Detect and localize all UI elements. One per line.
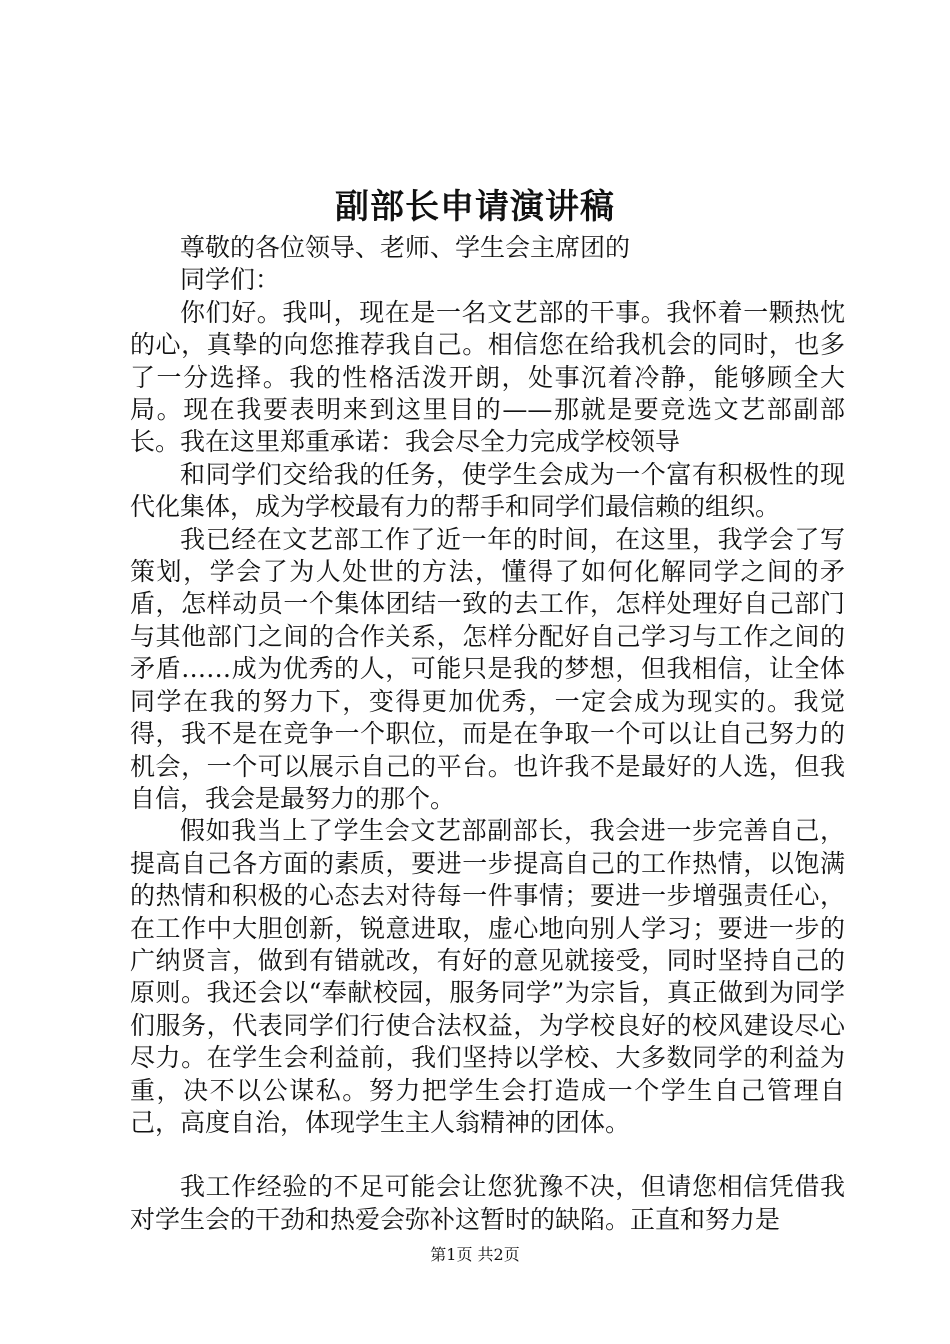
paragraph-closing: 我工作经验的不足可能会让您犹豫不决，但请您相信凭借我对学生会的干劲和热爱会弥补这暂时的缺陷。正直和努力是 [130,1172,845,1234]
paragraph-commitment: 和同学们交给我的任务，使学生会成为一个富有积极性的现代化集体，成为学校最有力的帮手和同学们最信赖的组织。 [130,459,845,522]
document-body [130,232,845,1236]
salutation-line-2: 同学们： [180,265,281,295]
page-footer: 第1页 共2页 [430,1245,520,1264]
paragraph-intro: 你们好。我叫，现在是一名文艺部的干事。我怀着一颗热忱的心，真挚的向您推荐我自己。相信您在给我机会的同时，也多了一分选择。我的性格活泼开朗，处事沉着冷静，能够顾全大局。现在我要表明来到这里目的——那就是要竞选文艺部副部长。我在这里郑重承诺：我会尽全力完成学校领导 [130,297,845,457]
paragraph-experience: 我已经在文艺部工作了近一年的时间，在这里，我学会了写策划，学会了为人处世的方法，懂得了如何化解同学之间的矛盾，怎样动员一个集体团结一致的去工作，怎样处理好自己部门与其他部门之间的合作关系，怎样分配好自己学习与工作之间的矛盾……成为优秀的人，可能只是我的梦想，但我相信，让全体同学在我的努力下，变得更加优秀，一定会成为现实的。我觉得，我不是在竞争一个职位，而是在争取一个可以让自己努力的机会，一个可以展示自己的平台。也许我不是最好的人选，但我自信，我会是最努力的那个。 [130,524,845,813]
paragraph-plans: 假如我当上了学生会文艺部副部长，我会进一步完善自己，提高自己各方面的素质，要进一步提高自己的工作热情，以饱满的热情和积极的心态去对待每一件事情；要进一步增强责任心，在工作中大胆创新，锐意进取，虚心地向别人学习；要进一步的广纳贤言，做到有错就改，有好的意见就接受，同时坚持自己的原则。我还会以“奉献校园，服务同学”为宗旨，真正做到为同学们服务，代表同学们行使合法权益，为学校良好的校风建设尽心尽力。在学生会利益前，我们坚持以学校、大多数同学的利益为重，决不以公谋私。努力把学生会打造成一个学生自己管理自己，高度自治，体现学生主人翁精神的团体。 [130,816,845,1137]
document-title: 副部长申请演讲稿 [335,187,615,227]
salutation-line-1: 尊敬的各位领导、老师、学生会主席团的 [180,233,631,262]
